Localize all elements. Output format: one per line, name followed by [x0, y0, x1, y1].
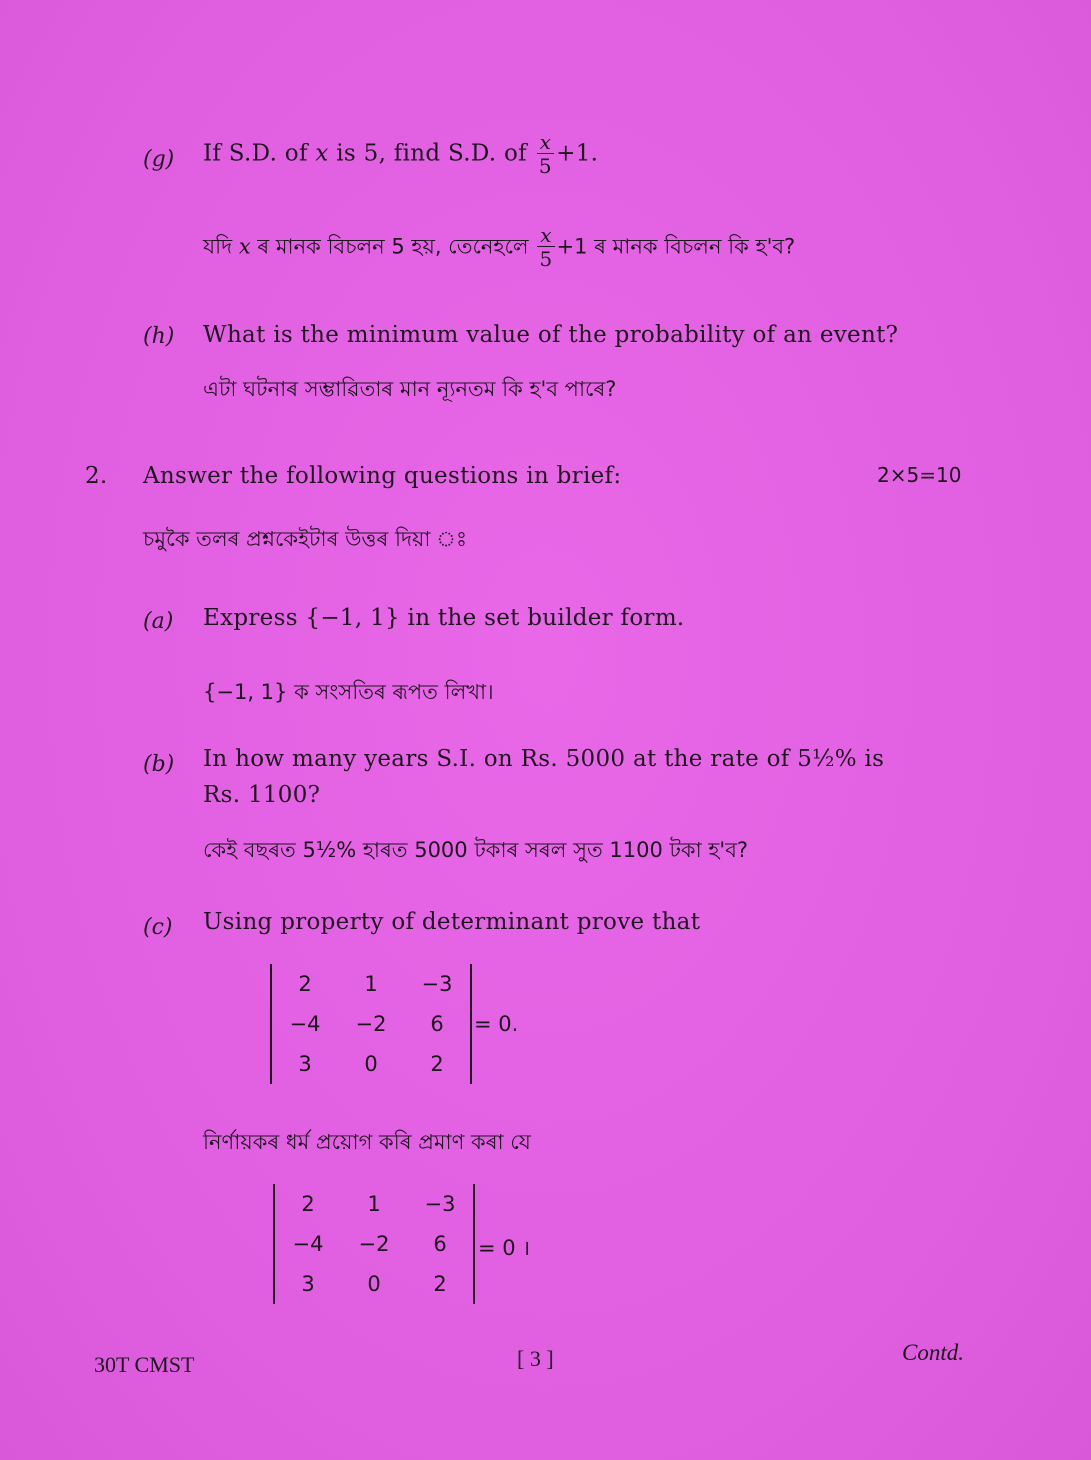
question-b-assamese: কেই বছৰত 5½% হাৰত 5000 টকাৰ সৰল সুত 1100 টকা হ'ব? — [203, 838, 749, 862]
det-cell: 3 — [301, 1272, 315, 1296]
det-cell: 6 — [430, 1012, 444, 1036]
question-a-english: Express {−1, 1} in the set builder form. — [203, 605, 685, 631]
det-cell: 2 — [433, 1272, 447, 1296]
question-label-c: (c) — [143, 915, 173, 940]
det-cell: 3 — [298, 1052, 312, 1076]
determinant-english — [270, 964, 472, 1084]
det-cell: −2 — [358, 1232, 390, 1256]
question-g-assamese: যদি x ৰ মানক বিচলন 5 হয়, তেনেহলে $\frac{x}{5}$ +1 ৰ মানক বিচলন কি হ'ব? — [203, 223, 796, 271]
det-cell: 6 — [433, 1232, 447, 1256]
determinant-equals-english: = 0. — [474, 1012, 519, 1036]
question-b-english-line2: Rs. 1100? — [203, 782, 321, 808]
fraction-x-over-5-assamese: $\frac{x}{5}$ — [537, 224, 554, 271]
question-2-assamese: চমুকৈ তলৰ প্ৰশ্নকেইটাৰ উত্তৰ দিয়া ঃ — [143, 527, 468, 551]
question-label-a: (a) — [143, 609, 174, 634]
question-2-english: Answer the following questions in brief: — [143, 463, 622, 489]
determinant-table-assamese — [275, 1184, 473, 1304]
det-cell: −4 — [289, 1012, 321, 1036]
question-label-h: (h) — [143, 324, 175, 349]
det-cell: −3 — [421, 972, 453, 996]
marks-label: 2×5=10 — [877, 463, 962, 487]
continued-label: Contd. — [902, 1340, 964, 1365]
question-b-english-line1: In how many years S.I. on Rs. 5000 at the rate of 5½% is — [203, 746, 885, 772]
det-cell: 1 — [367, 1192, 381, 1216]
det-cell: 0 — [367, 1272, 381, 1296]
det-cell: −2 — [355, 1012, 387, 1036]
det-cell: 2 — [298, 972, 312, 996]
determinant-table-english — [272, 964, 470, 1084]
det-cell: 1 — [364, 972, 378, 996]
question-g-english: If S.D. of x is 5, find S.D. of $\frac{x}{5}$ +1. — [203, 130, 599, 178]
fraction-x-over-5: $\frac{x}{5}$ — [537, 131, 555, 178]
determinant-equals-assamese: = 0 । — [478, 1236, 531, 1260]
question-label-b: (b) — [143, 752, 175, 777]
question-a-assamese: {−1, 1} ক সংসতিৰ ৰূপত লিখা। — [203, 680, 494, 704]
question-label-g: (g) — [143, 147, 175, 172]
question-c-english: Using property of determinant prove that — [203, 909, 701, 935]
det-cell: 0 — [364, 1052, 378, 1076]
question-c-assamese: নিৰ্ণায়কৰ ধৰ্ম প্ৰয়োগ কৰি প্ৰমাণ কৰা যে — [203, 1130, 531, 1154]
det-cell: −3 — [424, 1192, 456, 1216]
det-cell: −4 — [292, 1232, 324, 1256]
paper-code: 30T CMST — [94, 1352, 195, 1377]
determinant-assamese — [273, 1184, 475, 1304]
question-h-english: What is the minimum value of the probability of an event? — [203, 322, 899, 348]
det-cell: 2 — [301, 1192, 315, 1216]
page-number: [ 3 ] — [517, 1346, 554, 1371]
question-number-2: 2. — [85, 463, 108, 489]
det-cell: 2 — [430, 1052, 444, 1076]
question-h-assamese: এটা ঘটনাৰ সম্ভাৱিতাৰ মান ন্যূনতম কি হ'ব পাৰে? — [203, 377, 617, 401]
